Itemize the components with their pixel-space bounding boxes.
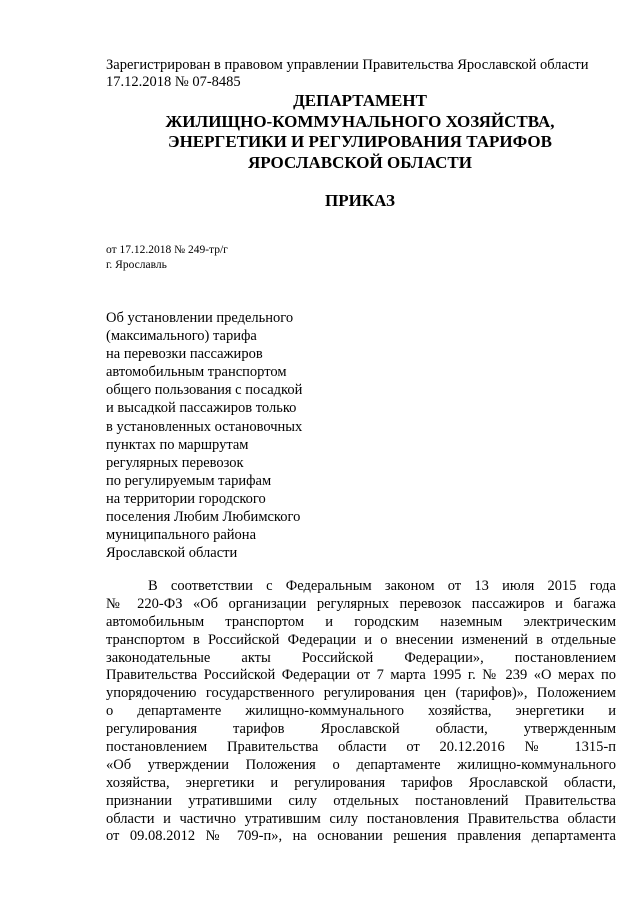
subject-line: по регулируемым тарифам [106, 472, 272, 489]
body-paragraph [106, 578, 616, 846]
body-line: законодательные акты Российской Федерации», постановлением [106, 649, 616, 666]
body-line: постановлением Правительства области от 20.12.2016 № 1315-п [106, 739, 616, 756]
body-line: транспортом в Российской Федерации и о внесении изменений в отдельные [106, 631, 616, 648]
subject-line: общего пользования с посадкой [106, 382, 303, 399]
body-line: автомобильным транспортом и городским наземным электрическим [106, 613, 616, 630]
department-line: ЭНЕРГЕТИКИ И РЕГУЛИРОВАНИЯ ТАРИФОВ [168, 132, 552, 151]
body-line: о департаменте жилищно-коммунального хозяйства, энергетики и [106, 703, 616, 720]
registration-line-1: Зарегистрирован в правовом управлении Правительства Ярославской области [106, 57, 589, 73]
department-heading [96, 91, 624, 173]
subject-line: Об установлении предельного [106, 310, 294, 326]
subject-line: поселения Любим Любимского [106, 509, 301, 526]
body-line: регулирования тарифов Ярославской области, утвержденным [106, 721, 616, 738]
subject-line: в установленных остановочных [106, 418, 303, 435]
order-subject [106, 309, 366, 562]
body-line: Правительства Российской Федерации от 7 марта 1995 г. № 239 «О мерах по [106, 667, 616, 684]
order-meta [106, 243, 228, 273]
body-line: В соответствии с Федеральным законом от 13 июля 2015 года [148, 578, 616, 594]
subject-line: на территории городского [106, 490, 266, 507]
body-line: признании утратившими силу отдельных постановлений Правительства [106, 792, 616, 809]
subject-line: (максимального) тарифа [106, 328, 257, 345]
subject-line: пунктах по маршрутам [106, 436, 249, 453]
subject-line: регулярных перевозок [106, 454, 244, 471]
registration-note [106, 57, 616, 91]
subject-line: Ярославской области [106, 545, 238, 562]
body-line: области и частично утратившим силу постановления Правительства области [106, 810, 616, 827]
subject-line: и высадкой пассажиров только [106, 400, 297, 417]
department-line: ЯРОСЛАВСКОЙ ОБЛАСТИ [248, 152, 472, 172]
order-date-number: от 17.12.2018 № 249-тр/г [106, 244, 228, 256]
body-line: «Об утверждении Положения о департаменте жилищно-коммунального [106, 756, 616, 773]
body-line: упорядочению государственного регулирования цен (тарифов)», Положением [106, 685, 616, 702]
order-city: г. Ярославль [106, 259, 167, 271]
department-line: ЖИЛИЩНО-КОММУНАЛЬНОГО ХОЗЯЙСТВА, [165, 111, 555, 131]
subject-line: муниципального района [106, 527, 256, 544]
body-line: хозяйства, энергетики и регулирования тарифов Ярославской области, [106, 774, 616, 791]
registration-line-2: 17.12.2018 № 07-8485 [106, 74, 241, 90]
subject-line: автомобильным транспортом [106, 364, 287, 381]
subject-line: на перевозки пассажиров [106, 346, 263, 363]
body-line: № 220-ФЗ «Об организации регулярных перевозок пассажиров и багажа [106, 595, 616, 612]
order-title: ПРИКАЗ [325, 191, 395, 210]
department-line: ДЕПАРТАМЕНТ [293, 91, 427, 110]
body-line: от 09.08.2012 № 709-п», на основании решения правления департамента [106, 828, 616, 845]
